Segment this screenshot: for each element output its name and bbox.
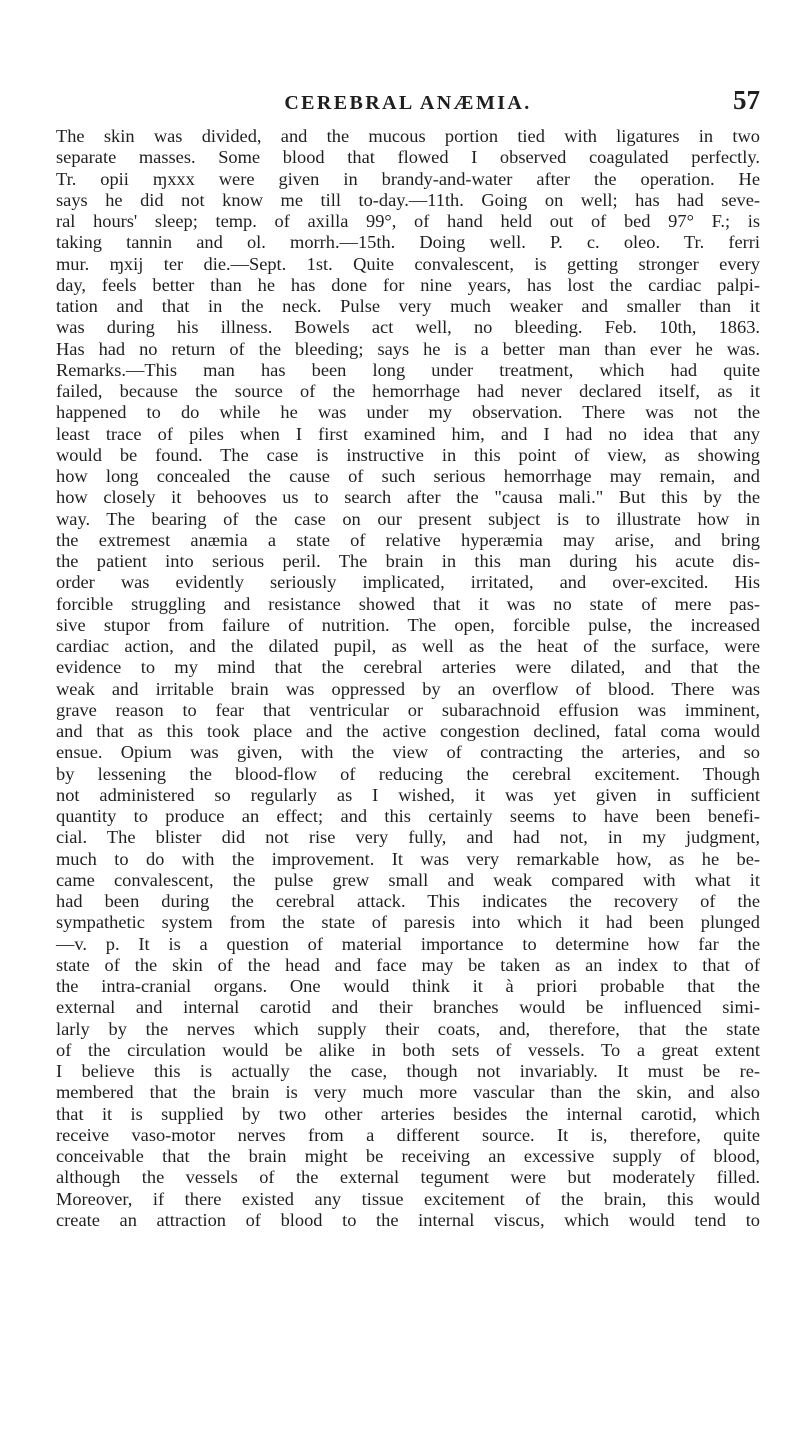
text-line: although the vessels of the external tegument were but moderately filled. <box>56 1167 760 1188</box>
text-line: the extremest anæmia a state of relative hyperæmia may arise, and bring <box>56 529 760 550</box>
text-line: Has had no return of the bleeding; says he is a better man than ever he was. <box>56 338 760 359</box>
text-line: by lessening the blood-flow of reducing the cerebral excitement. Though <box>56 763 760 784</box>
text-line: create an attraction of blood to the internal viscus, which would tend to <box>56 1209 760 1230</box>
text-line: larly by the nerves which supply their coats, and, therefore, that the state <box>56 1018 760 1039</box>
running-head <box>56 85 760 118</box>
text-line: of the circulation would be alike in both sets of vessels. To a great extent <box>56 1039 760 1060</box>
text-line: and that as this took place and the active congestion declined, fatal coma would <box>56 721 760 741</box>
text-line: quantity to produce an effect; and this certainly seems to have been benefi- <box>56 806 760 826</box>
text-line: Moreover, if there existed any tissue excitement of the brain, this would <box>56 1188 760 1209</box>
text-line: taking tannin and ol. morrh.—15th. Doing well. P. c. oleo. Tr. ferri <box>56 232 760 253</box>
text-line: order was evidently seriously implicated, irritated, and over-excited. His <box>56 572 760 593</box>
text-line: least trace of piles when I first examined him, and I had no idea that any <box>56 423 760 444</box>
text-line: that it is supplied by two other arteries besides the internal carotid, which <box>56 1103 760 1124</box>
text-line: forcible struggling and resistance showed that it was no state of mere pas- <box>56 593 760 614</box>
text-line: cardiac action, and the dilated pupil, as well as the heat of the surface, were <box>56 636 760 656</box>
text-line: The skin was divided, and the mucous portion tied with ligatures in two <box>56 126 760 146</box>
text-line: receive vaso-motor nerves from a different source. It is, therefore, quite <box>56 1124 760 1145</box>
text-line: sive stupor from failure of nutrition. The open, forcible pulse, the increased <box>56 614 760 635</box>
text-line: way. The bearing of the case on our present subject is to illustrate how in <box>56 508 760 529</box>
text-line: ensue. Opium was given, with the view of contracting the arteries, and so <box>56 742 760 763</box>
text-line: I believe this is actually the case, though not invariably. It must be re- <box>56 1061 760 1081</box>
running-title: CEREBRAL ANÆMIA. <box>284 92 532 114</box>
text-line: how closely it behooves us to search after the "causa mali." But this by the <box>56 487 760 508</box>
text-line: —v. p. It is a question of material importance to determine how far the <box>56 933 760 954</box>
text-line: ral hours' sleep; temp. of axilla 99°, of hand held out of bed 97° F.; is <box>56 211 760 231</box>
text-line: was during his illness. Bowels act well, no bleeding. Feb. 10th, 1863. <box>56 317 760 338</box>
text-line: not administered so regularly as I wished, it was yet given in sufficient <box>56 784 760 805</box>
text-line: external and internal carotid and their branches would be influenced simi- <box>56 997 760 1018</box>
text-line: says he did not know me till to-day.—11th. Going on well; has had seve- <box>56 189 760 210</box>
text-line: the patient into serious peril. The brain in this man during his acute dis- <box>56 551 760 571</box>
text-line: Remarks.—This man has been long under treatment, which had quite <box>56 359 760 380</box>
text-line: happened to do while he was under my observation. There was not the <box>56 402 760 423</box>
text-line: membered that the brain is very much more vascular than the skin, and also <box>56 1082 760 1103</box>
text-line: sympathetic system from the state of paresis into which it had been plunged <box>56 912 760 933</box>
text-line: much to do with the improvement. It was very remarkable how, as he be- <box>56 848 760 869</box>
text-line: tation and that in the neck. Pulse very much weaker and smaller than it <box>56 296 760 316</box>
text-line: conceivable that the brain might be receiving an excessive supply of blood, <box>56 1146 760 1166</box>
text-line: grave reason to fear that ventricular or subarachnoid effusion was imminent, <box>56 699 760 720</box>
body-text <box>56 126 760 1231</box>
text-line: separate masses. Some blood that flowed I observed coagulated perfectly. <box>56 147 760 168</box>
text-line: mur. ɱxij ter die.—Sept. 1st. Quite convalescent, is getting stronger every <box>56 253 760 274</box>
text-line: state of the skin of the head and face may be taken as an index to that of <box>56 954 760 975</box>
text-line: weak and irritable brain was oppressed by an overflow of blood. There was <box>56 678 760 699</box>
text-line: had been during the cerebral attack. This indicates the recovery of the <box>56 891 760 911</box>
text-line: evidence to my mind that the cerebral arteries were dilated, and that the <box>56 657 760 678</box>
text-line: how long concealed the cause of such serious hemorrhage may remain, and <box>56 466 760 486</box>
text-line: would be found. The case is instructive in this point of view, as showing <box>56 444 760 465</box>
text-line: Tr. opii ɱxxx were given in brandy-and-water after the operation. He <box>56 168 760 189</box>
text-line: day, feels better than he has done for nine years, has lost the cardiac palpi- <box>56 274 760 295</box>
text-line: failed, because the source of the hemorrhage had never declared itself, as it <box>56 381 760 401</box>
text-line: came convalescent, the pulse grew small and weak compared with what it <box>56 869 760 890</box>
text-line: cial. The blister did not rise very fully, and had not, in my judgment, <box>56 827 760 848</box>
text-line: the intra-cranial organs. One would think it à priori probable that the <box>56 976 760 996</box>
page-number: 57 <box>733 85 760 115</box>
